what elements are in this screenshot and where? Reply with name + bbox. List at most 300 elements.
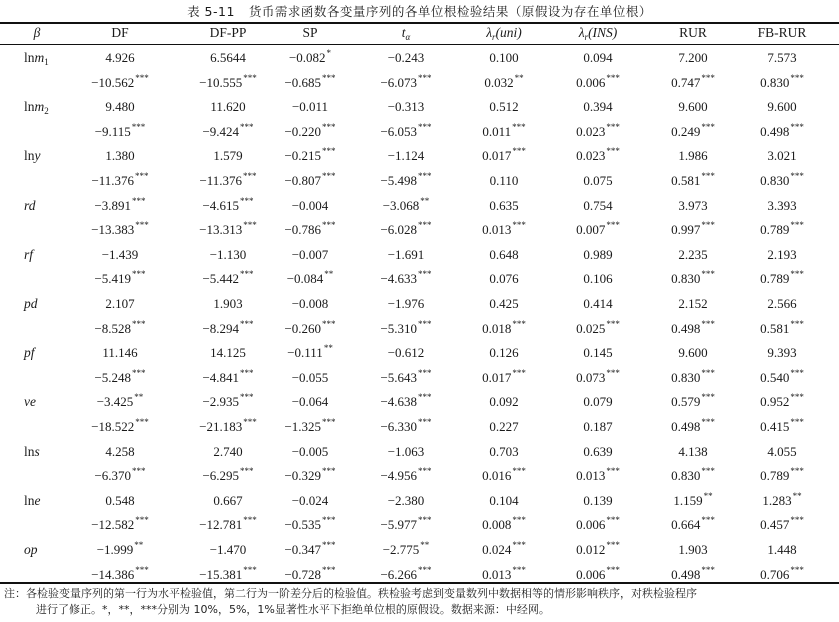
test-value: 9.480 <box>105 99 135 115</box>
significance-stars: *** <box>418 392 432 403</box>
test-value: 7.200 <box>678 50 708 65</box>
significance-stars: * <box>326 48 332 58</box>
significance-stars: *** <box>701 220 715 231</box>
significance-stars: *** <box>701 318 715 329</box>
value-cell-diff <box>260 465 360 487</box>
test-value: −5.643 <box>380 369 418 385</box>
significance-stars: *** <box>701 171 715 181</box>
test-value: 4.138 <box>678 443 708 459</box>
value-cell-level <box>732 145 832 167</box>
value-cell-level <box>356 195 456 217</box>
test-value: −1.470 <box>209 542 247 557</box>
test-value: −0.535 <box>284 517 322 533</box>
variable-name <box>24 148 41 163</box>
test-value: 9.600 <box>678 99 708 115</box>
row-variable <box>24 47 49 69</box>
significance-stars: ** <box>792 490 802 501</box>
significance-stars: ** <box>323 343 333 354</box>
test-value: 0.548 <box>105 492 135 508</box>
significance-stars: *** <box>701 564 715 575</box>
variable-symbol: m <box>34 50 45 65</box>
test-value: −0.111 <box>287 345 323 361</box>
value-cell-level <box>70 244 170 266</box>
test-value: 1.903 <box>678 542 708 557</box>
significance-stars: *** <box>132 367 146 378</box>
value-cell-diff <box>454 416 554 438</box>
variable-subscript: 2 <box>44 106 49 117</box>
value-cell-diff <box>454 318 554 340</box>
test-value: 1.986 <box>678 148 708 164</box>
significance-stars: ** <box>420 540 430 550</box>
significance-stars: *** <box>701 121 715 132</box>
test-value: 0.227 <box>489 419 519 434</box>
header-t-sub: α <box>405 32 411 42</box>
test-value: −3.068 <box>382 197 420 213</box>
test-value: −0.055 <box>291 369 329 385</box>
value-cell-diff <box>732 318 832 340</box>
test-value: 0.006 <box>576 74 606 90</box>
value-cell-diff <box>260 564 360 586</box>
header-t-main: t <box>401 25 406 40</box>
header-fb-rur: FB-RUR <box>757 25 807 40</box>
value-cell-diff <box>643 564 743 586</box>
variable-name <box>24 493 41 508</box>
test-value: 0.512 <box>489 99 519 115</box>
significance-stars: *** <box>790 72 804 83</box>
significance-stars: *** <box>418 564 432 575</box>
test-value: −14.386 <box>91 566 135 582</box>
value-cell-level <box>260 490 360 512</box>
header-t-alpha <box>366 22 446 44</box>
test-value: 0.754 <box>583 197 613 213</box>
value-cell-diff <box>260 318 360 340</box>
significance-stars: *** <box>418 515 432 526</box>
value-cell-diff <box>732 219 832 241</box>
significance-stars: *** <box>790 515 804 526</box>
value-cell-level <box>70 342 170 364</box>
test-value: 0.425 <box>489 296 519 311</box>
significance-stars: *** <box>322 318 336 329</box>
value-cell-diff <box>643 219 743 241</box>
test-value: 2.152 <box>678 296 708 311</box>
value-cell-level <box>356 441 456 463</box>
value-cell-level <box>643 47 743 69</box>
test-value: 7.573 <box>767 50 797 65</box>
value-cell-level <box>70 490 170 512</box>
test-value: −0.243 <box>387 50 425 65</box>
significance-stars: *** <box>418 367 432 378</box>
significance-stars: *** <box>512 367 526 378</box>
test-value: −4.638 <box>380 394 418 410</box>
significance-stars: *** <box>243 171 257 181</box>
value-cell-diff <box>70 416 170 438</box>
variable-prefix: ln <box>24 492 35 508</box>
test-value: 0.024 <box>482 542 512 557</box>
test-value: 0.997 <box>671 222 701 238</box>
variable-name: ve <box>24 394 36 410</box>
value-cell-diff <box>260 416 360 438</box>
significance-stars: *** <box>418 417 432 427</box>
significance-stars: *** <box>512 540 526 550</box>
value-cell-level <box>356 293 456 315</box>
value-cell-diff <box>454 72 554 94</box>
test-value: 11.146 <box>102 345 138 361</box>
test-value: −10.555 <box>199 74 243 90</box>
value-cell-diff <box>454 465 554 487</box>
variable-name: op <box>24 542 38 557</box>
value-cell-diff <box>70 121 170 143</box>
value-cell-level <box>454 244 554 266</box>
significance-stars: *** <box>606 564 620 575</box>
test-value: −0.064 <box>291 394 329 410</box>
value-cell-diff <box>454 367 554 389</box>
value-cell-diff <box>260 219 360 241</box>
value-cell-level <box>356 47 456 69</box>
value-cell-diff <box>732 564 832 586</box>
value-cell-level <box>643 441 743 463</box>
significance-stars: *** <box>135 220 149 231</box>
test-value: −1.063 <box>387 443 425 459</box>
test-value: −0.313 <box>387 99 425 115</box>
significance-stars: *** <box>790 220 804 231</box>
value-cell-level <box>260 96 360 118</box>
significance-stars: *** <box>701 72 715 83</box>
test-value: 2.107 <box>105 296 135 311</box>
significance-stars: *** <box>322 466 336 477</box>
value-cell-diff <box>454 121 554 143</box>
test-value: −12.582 <box>91 517 135 533</box>
value-cell-diff <box>70 465 170 487</box>
variable-symbol: y <box>34 148 41 164</box>
significance-stars: *** <box>135 515 149 526</box>
row-variable <box>24 441 40 463</box>
significance-stars: *** <box>606 146 620 157</box>
value-cell-level <box>454 47 554 69</box>
significance-stars: *** <box>322 564 336 575</box>
value-cell-diff <box>732 170 832 192</box>
value-cell-level <box>643 145 743 167</box>
significance-stars: ** <box>514 72 524 83</box>
test-value: 0.012 <box>576 542 606 557</box>
test-value: 0.008 <box>482 517 512 533</box>
value-cell-level <box>260 47 360 69</box>
test-value: −5.977 <box>380 517 418 533</box>
test-value: 0.830 <box>671 271 701 287</box>
value-cell-level <box>643 293 743 315</box>
value-cell-diff <box>70 514 170 536</box>
test-value: −1.325 <box>284 419 322 434</box>
header-lu-sub: r <box>492 32 496 42</box>
test-value: −3.425 <box>96 394 134 410</box>
value-cell-level <box>70 391 170 413</box>
test-value: 3.021 <box>767 148 797 164</box>
significance-stars: *** <box>131 121 146 132</box>
test-value: −6.266 <box>380 566 418 582</box>
value-cell-level <box>70 195 170 217</box>
value-cell-diff <box>643 121 743 143</box>
value-cell-level <box>260 293 360 315</box>
test-value: 0.579 <box>671 394 701 410</box>
value-cell-level <box>732 391 832 413</box>
test-value: 0.540 <box>760 369 790 385</box>
significance-stars: *** <box>606 540 620 550</box>
test-value: 0.667 <box>213 492 243 508</box>
test-value: 14.125 <box>210 345 246 361</box>
test-value: 0.703 <box>489 443 519 459</box>
value-cell-level <box>454 441 554 463</box>
test-value: 0.498 <box>760 123 790 139</box>
test-value: −6.330 <box>380 419 418 434</box>
test-value: 0.013 <box>482 222 512 238</box>
header-df-pp: DF-PP <box>209 25 247 40</box>
header-li-arg: (INS) <box>588 25 618 40</box>
value-cell-level <box>643 195 743 217</box>
test-value: 0.017 <box>482 369 512 385</box>
test-value: 0.581 <box>671 173 701 188</box>
test-value: −4.615 <box>202 197 240 213</box>
significance-stars: *** <box>790 466 804 477</box>
significance-stars: *** <box>132 195 146 206</box>
test-value: 0.023 <box>576 123 606 139</box>
value-cell-diff <box>454 170 554 192</box>
test-value: 1.380 <box>105 148 135 164</box>
significance-stars: *** <box>606 220 620 231</box>
test-value: −5.498 <box>380 173 418 188</box>
test-value: −3.891 <box>94 197 132 213</box>
header-sp: SP <box>302 25 318 40</box>
test-value: 0.664 <box>671 517 701 533</box>
significance-stars: *** <box>132 466 146 477</box>
significance-stars: *** <box>790 318 804 329</box>
test-value: −18.522 <box>91 419 135 434</box>
test-value: 0.498 <box>671 320 701 336</box>
test-value: 3.973 <box>678 197 708 213</box>
value-cell-diff <box>356 318 456 340</box>
value-cell-diff <box>454 514 554 536</box>
table-note <box>4 586 834 618</box>
test-value: −8.294 <box>202 320 240 336</box>
test-value: −12.781 <box>199 517 243 533</box>
value-cell-diff <box>548 416 648 438</box>
significance-stars: *** <box>240 269 254 280</box>
value-cell-level <box>643 490 743 512</box>
value-cell-level <box>356 391 456 413</box>
test-value: 0.079 <box>583 394 613 410</box>
value-cell-diff <box>643 514 743 536</box>
value-cell-level <box>70 96 170 118</box>
test-value: −0.082 <box>288 50 326 65</box>
test-value: 2.235 <box>678 246 708 262</box>
value-cell-diff <box>643 72 743 94</box>
value-cell-diff <box>70 72 170 94</box>
test-value: 0.747 <box>671 74 701 90</box>
value-cell-level <box>356 539 456 561</box>
significance-stars: *** <box>240 121 254 132</box>
test-value: 0.013 <box>482 566 512 582</box>
value-cell-diff <box>548 170 648 192</box>
significance-stars: *** <box>240 392 254 403</box>
value-cell-level <box>356 244 456 266</box>
test-value: −0.011 <box>291 99 329 115</box>
significance-stars: *** <box>322 146 336 157</box>
header-lu-arg: (uni) <box>495 25 522 40</box>
value-cell-level <box>732 441 832 463</box>
test-value: −1.999 <box>96 542 134 557</box>
test-value: 9.393 <box>767 345 797 361</box>
value-cell-level <box>356 490 456 512</box>
test-value: −0.347 <box>284 542 322 557</box>
value-cell-level <box>70 539 170 561</box>
row-variable <box>24 145 41 167</box>
significance-stars: *** <box>322 171 336 181</box>
significance-stars: *** <box>512 121 526 132</box>
significance-stars: *** <box>243 515 257 526</box>
test-value: 0.032 <box>484 74 514 90</box>
note-line-2: 进行了修正。*，**，***分别为 10%，5%，1%显著性水平下拒绝单位根的原假设。数据来源：中经网。 <box>36 603 550 616</box>
variable-prefix: ln <box>24 99 35 115</box>
variable-symbol: s <box>34 443 40 459</box>
test-value: −2.935 <box>202 394 240 410</box>
significance-stars: *** <box>790 269 804 280</box>
test-value: −6.295 <box>202 468 240 484</box>
value-cell-diff <box>643 318 743 340</box>
significance-stars: *** <box>606 367 620 378</box>
test-value: −0.612 <box>387 345 425 361</box>
test-value: −11.376 <box>91 173 135 188</box>
test-value: 0.394 <box>583 99 613 115</box>
test-value: −1.976 <box>387 296 425 311</box>
test-value: 0.104 <box>489 492 519 508</box>
test-value: 4.258 <box>105 443 135 459</box>
test-value: −0.084 <box>286 271 324 287</box>
test-value: −1.439 <box>101 246 139 262</box>
significance-stars: *** <box>512 318 526 329</box>
test-value: 0.007 <box>576 222 606 238</box>
test-value: −1.130 <box>209 246 247 262</box>
value-cell-level <box>548 490 648 512</box>
test-value: 0.830 <box>760 74 790 90</box>
value-cell-level <box>454 391 554 413</box>
significance-stars: *** <box>135 564 149 575</box>
significance-stars: *** <box>135 72 149 83</box>
value-cell-diff <box>260 121 360 143</box>
value-cell-level <box>548 539 648 561</box>
significance-stars: *** <box>701 515 715 526</box>
value-cell-level <box>454 195 554 217</box>
value-cell-diff <box>70 219 170 241</box>
row-variable <box>24 195 36 217</box>
significance-stars: *** <box>512 564 526 575</box>
test-value: −0.007 <box>291 246 329 262</box>
test-value: 0.639 <box>583 443 613 459</box>
header-rule <box>0 44 839 45</box>
test-value: 0.011 <box>482 123 512 139</box>
test-value: 0.013 <box>576 468 606 484</box>
value-cell-diff <box>260 170 360 192</box>
test-value: 0.498 <box>671 566 701 582</box>
test-value: −6.028 <box>380 222 418 238</box>
value-cell-diff <box>732 416 832 438</box>
test-value: 0.789 <box>760 222 790 238</box>
significance-stars: *** <box>790 392 804 403</box>
test-value: 11.620 <box>210 99 246 115</box>
value-cell-diff <box>454 564 554 586</box>
significance-stars: *** <box>418 121 432 132</box>
value-cell-diff <box>356 72 456 94</box>
variable-prefix: ln <box>24 148 35 164</box>
value-cell-diff <box>548 514 648 536</box>
value-cell-diff <box>732 465 832 487</box>
value-cell-diff <box>548 72 648 94</box>
test-value: −0.786 <box>284 222 322 238</box>
test-value: 1.903 <box>213 296 243 311</box>
test-value: −8.528 <box>94 320 132 336</box>
significance-stars: *** <box>512 515 526 526</box>
significance-stars: *** <box>243 564 257 575</box>
significance-stars: *** <box>322 220 336 231</box>
significance-stars: *** <box>418 466 432 477</box>
variable-name <box>24 50 44 65</box>
test-value: 0.016 <box>482 468 512 484</box>
test-value: 0.017 <box>482 148 512 164</box>
test-value: −5.419 <box>94 271 132 287</box>
significance-stars: *** <box>240 195 254 206</box>
test-value: −0.329 <box>284 468 322 484</box>
test-value: 0.952 <box>760 394 790 410</box>
header-lambda-ins <box>558 22 638 44</box>
value-cell-level <box>454 539 554 561</box>
value-cell-diff <box>454 268 554 290</box>
note-line-1: 注：各检验变量序列的第一行为水平检验值，第二行为一阶差分后的检验值。秩检验考虑到变量数列中数据相等的情形影响秩序，对秩检验程序 <box>4 587 697 600</box>
value-cell-diff <box>548 465 648 487</box>
test-value: 0.789 <box>760 271 790 287</box>
test-value: −0.005 <box>291 443 329 459</box>
value-cell-level <box>260 195 360 217</box>
value-cell-level <box>356 96 456 118</box>
variable-subscript: 1 <box>44 57 49 67</box>
variable-prefix: ln <box>24 443 35 459</box>
test-value: 0.006 <box>576 517 606 533</box>
value-cell-diff <box>70 367 170 389</box>
test-value: −10.562 <box>91 74 135 90</box>
value-cell-diff <box>260 72 360 94</box>
value-cell-level <box>548 195 648 217</box>
significance-stars: *** <box>240 318 254 329</box>
significance-stars: *** <box>701 466 715 477</box>
significance-stars: *** <box>701 417 715 427</box>
significance-stars: *** <box>701 269 715 280</box>
value-cell-diff <box>260 514 360 536</box>
value-cell-diff <box>643 367 743 389</box>
test-value: −5.248 <box>94 369 132 385</box>
test-value: −21.183 <box>199 419 243 434</box>
value-cell-level <box>643 342 743 364</box>
test-value: 4.055 <box>767 443 797 459</box>
test-value: −0.215 <box>284 148 322 164</box>
table-number: 表 5-11 <box>187 4 235 19</box>
variable-name: rf <box>24 246 34 262</box>
row-variable <box>24 342 35 364</box>
value-cell-diff <box>548 268 648 290</box>
test-value: 9.600 <box>767 99 797 115</box>
significance-stars: *** <box>322 417 336 427</box>
test-value: 0.581 <box>760 320 790 336</box>
test-value: 3.393 <box>767 197 797 213</box>
significance-stars: *** <box>322 515 336 526</box>
header-li-sub: r <box>584 32 589 42</box>
significance-stars: *** <box>606 72 620 83</box>
test-value: −0.024 <box>291 492 329 508</box>
